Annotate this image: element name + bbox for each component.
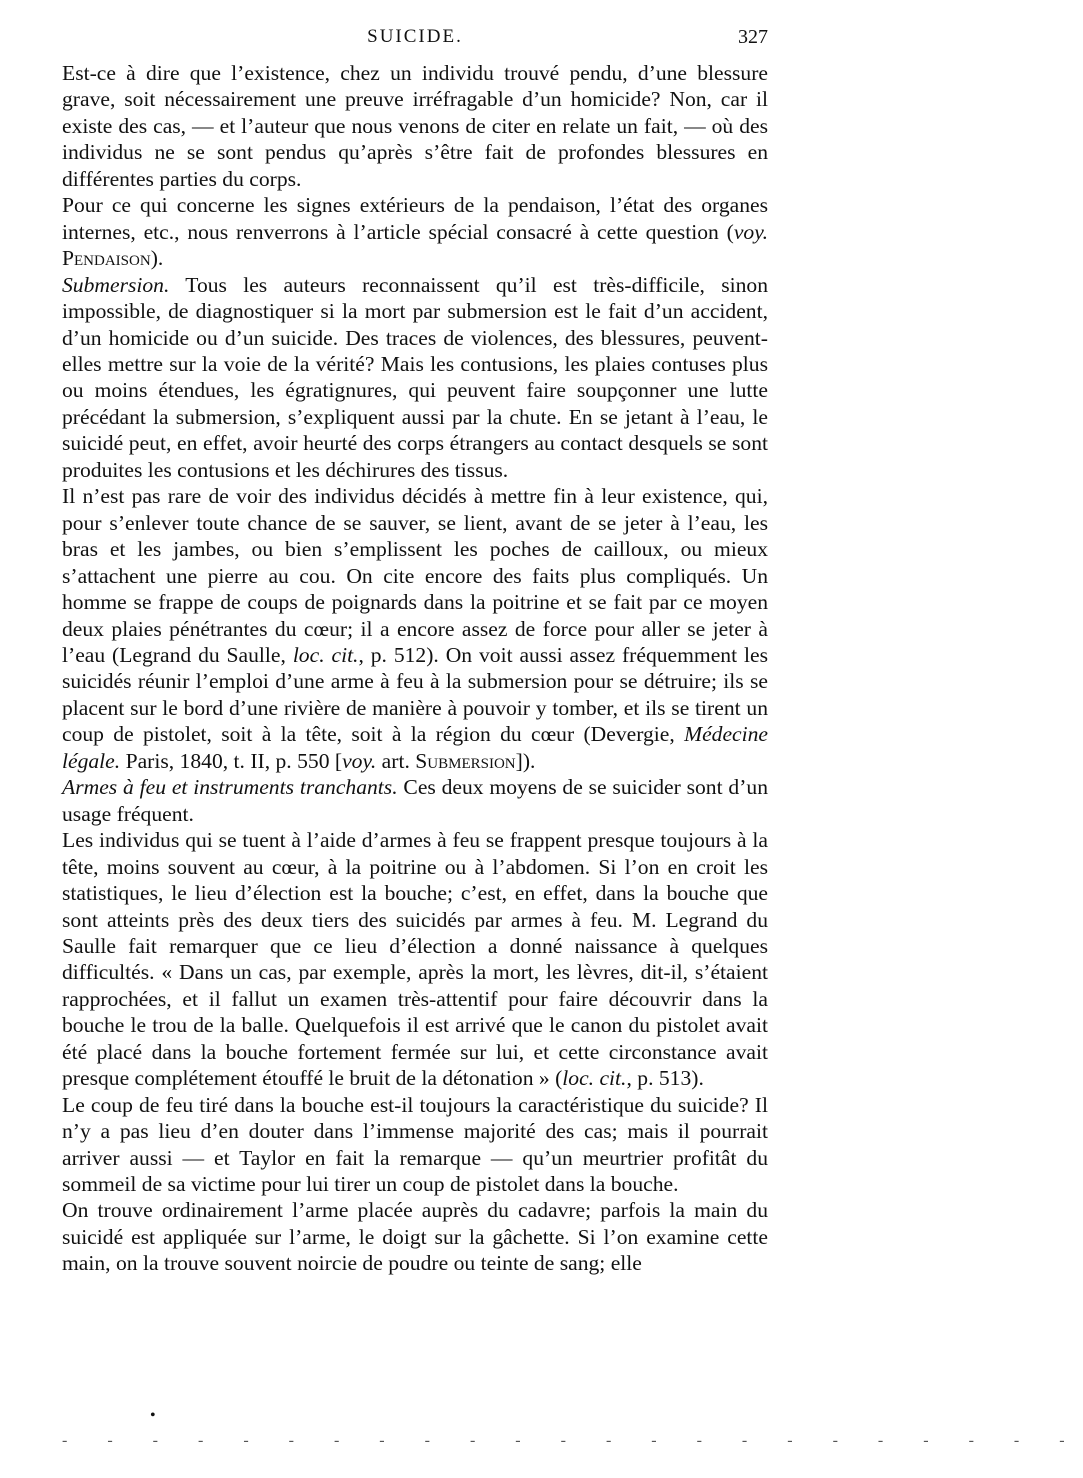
paragraph (62, 192, 768, 271)
text-run: ]). (515, 748, 536, 773)
italic-text: voy. (342, 748, 377, 773)
paragraph (62, 827, 768, 1092)
text-run: On trouve ordinairement l’arme placée auprès du cadavre; parfois la main du suicidé est appliquée sur l’arme, le doigt sur la gâchette. Si l’on examine cette main, on la trouve souvent noircie de poudre ou teinte de sang; elle (62, 1198, 768, 1276)
italic-text: Submersion. (62, 272, 170, 297)
text-run: Paris, 1840, t. II, p. 550 [ (120, 748, 343, 773)
body-text (62, 60, 768, 1277)
paragraph (62, 774, 768, 827)
stray-mark: • (150, 1407, 156, 1424)
text-run: ). (150, 246, 164, 271)
page-header (62, 26, 768, 56)
italic-text: loc. cit. (292, 642, 359, 667)
text-run: , p. 513). (626, 1066, 704, 1091)
small-caps-text: Pendaison (62, 246, 151, 271)
italic-text: Médecine légale. (62, 722, 768, 773)
text-run: , p. 512). On voit aussi assez fréquemment les suicidés réunir l’emploi d’une arme à feu à la submersion pour se détruire; ils se placent sur le bord d’une rivière de manière à pouvoir y tomber, et ils se tirent un coup de pistolet, soit à la tête, soit à la région du cœur (Devergie, (62, 642, 768, 747)
running-title: SUICIDE. (367, 26, 463, 47)
italic-text: loc. cit. (562, 1066, 627, 1091)
paragraph (62, 1092, 768, 1198)
text-run: art. (376, 748, 416, 773)
paragraph (62, 272, 768, 484)
paragraph (62, 60, 768, 192)
footer-dashes: - - - - - - - - - - - - - - - - - - - - - - - (62, 1432, 1083, 1449)
text-run: Il n’est pas rare de voir des individus décidés à mettre fin à leur existence, qui, pour s’enlever toute chance de se sauver, se lient, avant de se jeter à l’eau, les bras et les jambes, ou bien s’emplissent les poches de cailloux, ou mieux s’attachent une pierre au cou. On cite encore des faits plus compliqués. Un homme se frappe de coups de poignards dans la poitrine et se fait par ce moyen deux plaies pénétrantes du cœur; il a encore assez de force pour aller se jeter à l’eau (Legrand du Saulle, (62, 484, 768, 667)
text-run: Ces deux moyens de se suicider sont d’un usage fréquent. (62, 775, 768, 826)
text-run: Les individus qui se tuent à l’aide d’armes à feu se frappent presque toujours à la tête, moins souvent au cœur, à la poitrine ou à l’abdomen. Si l’on en croit les statistiques, le lieu d’élection est la bouche; c’est, en effet, dans la bouche que sont atteints près des deux tiers des suicidés par armes à feu. M. Legrand du Saulle fait remarquer que ce lieu d’élection a donné naissance à quelques difficultés. « Dans un cas, par exemple, après la mort, les lèvres, dit-il, s’étaient rapprochées, et il fallut un examen très-attentif pour faire découvrir dans la bouche le trou de la balle. Quelquefois il est arrivé que le canon du pistolet avait été placé dans la bouche fortement fermée sur lui, et cette circonstance avait presque complétement étouffé le bruit de la détonation » ( (62, 828, 768, 1091)
page-number: 327 (738, 26, 768, 48)
italic-text: voy. (733, 219, 768, 244)
text-run: Le coup de feu tiré dans la bouche est-il toujours la caractéristique du suicide? Il n’y a pas lieu d’en douter dans l’immense majorité des cas; mais il pourrait arriver aussi — et Taylor en fait la remarque — qu’un meurtrier profitât du sommeil de sa victime pour lui tirer un coup de pistolet dans la bouche. (62, 1092, 768, 1197)
text-run: Pour ce qui concerne les signes extérieurs de la pendaison, l’état des organes internes, etc., nous renverrons à l’article spécial consacré à cette question ( (62, 193, 768, 244)
text-run: Est-ce à dire que l’existence, chez un individu trouvé pendu, d’une blessure grave, soit nécessairement une preuve irréfragable d’un homicide? Non, car il existe des cas, — et l’auteur que nous venons de citer en relate un fait, — où des individus ne se sont pendus qu’après s’être fait de profondes blessures en différentes parties du corps. (62, 61, 768, 191)
paragraph (62, 483, 768, 774)
text-run: Tous les auteurs reconnaissent qu’il est très-difficile, sinon impossible, de diagnostiquer si la mort par submersion est le fait d’un accident, d’un homicide ou d’un suicide. Des traces de violences, des blessures, peuvent-elles mettre sur la voie de la vérité? Mais les contusions, les plaies contuses plus ou moins étendues, les égratignures, qui peuvent faire soupçonner une lutte précédant la submersion, s’expliquent aussi par la chute. En se jetant à l’eau, le suicidé peut, en effet, avoir heurté des corps étrangers au contact desquels se sont produites les contusions et les déchirures des tissus. (62, 272, 768, 482)
small-caps-text: Submersion (415, 748, 516, 773)
italic-text: Armes à feu et instruments tranchants. (62, 775, 398, 800)
paragraph (62, 1197, 768, 1276)
